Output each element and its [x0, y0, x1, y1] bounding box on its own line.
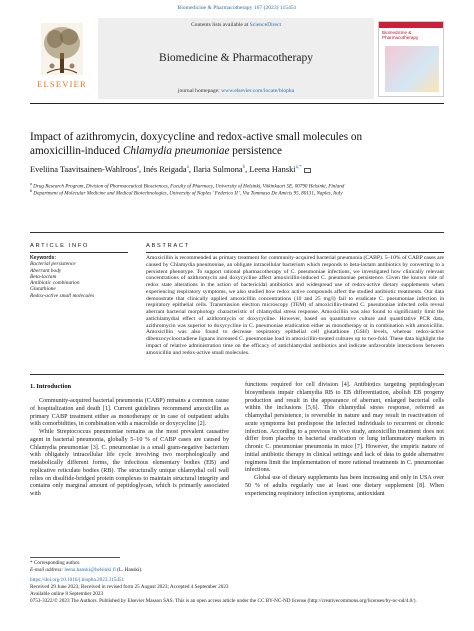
email-note: E-mail address: leena.hanski@helsinki.fi (L. Hanski).: [30, 566, 143, 573]
license-statement: 0753-3322/© 2023 The Authors. Published by Elsevier Masson SAS. This is an open access article under the CC BY-NC-ND license (http://creativecommons.org/licenses/by-nc-nd/4.0/).: [30, 597, 417, 604]
body-paragraph: Community-acquired bacterial pneumonia (CABP) remains a common cause of hospitalization and death [1]. Current guidelines recommend amoxicillin as primary CABP treatment either as monotherapy or in case of outpatient adults with comorbidities, in combination with a macrolide or doxycycline [2].: [30, 398, 229, 428]
body-paragraph: While Streptococcus pneumoniae remains as the most prevalent causative agent in bacterial pneumonia, globally 5–10 % of CABP cases are caused by Chlamydia pneumoniae [3]. C. pneumoniae is a small gram-negative bacterium with obligately intracellular life cycle involving two morphologically and metabolically different forms, the infectious elementary bodies (EB) and replicative reticulate bodies (RB). The structurally unique chlamydial cell wall relies on disulfide-bridged protein complexes to maintain structural integrity and contains only marginal amount of peptidoglycan, which is primarily associated with: [30, 429, 229, 497]
journal-masthead: [30, 18, 444, 99]
abstract-heading: ABSTRACT: [146, 243, 190, 249]
header-divider: [30, 232, 444, 233]
contents-prefix: Contents lists available at: [190, 22, 250, 28]
journal-cover-thumbnail[interactable]: [378, 21, 444, 97]
cover-bar: [379, 22, 444, 28]
affiliation: $^a$ Drug Research Program, Division of Pharmaceutical Biosciences, Faculty of Pharmacy, University of Helsinki, Viikinkaari 5E, 00790 Helsinki, Finland: [30, 181, 345, 190]
section-heading-introduction: 1. Introduction: [30, 383, 72, 390]
abstract-text: Amoxicillin is recommended as primary treatment for community-acquired bacterial pneumonia (CABP). 5–10% of CABP cases are caused by Chlamydia pneumoniae, an obligate intracellular bacterium which responds to beta-lactam antibiotics by converting to a persistent phenotype. To support rational pharmacotherapy of C. pneumoniae infections, we investigated how clinically relevant concentrations of azithromycin and doxycycline affect amoxicillin-induced C. pneumoniae persistence. Given the known role of redox state alterations in the action of bactericidal antibiotics and widespread use of redox-active dietary supplements when experiencing respiratory symptoms, we also studied how redox active compounds affect the studied antibiotic treatments. Our data demonstrate that clinically applied amoxicillin concentrations (10 and 25 mg/l) fail to eradicate C. pneumoniae infection in respiratory epithelial cells. Transmission electron microscopy (TEM) of amoxicillin-treated C. pneumoniae infected cells reveal aberrant bacterial morphology characteristic of chlamydial stress response. Amoxicillin was also found to significantly limit the antichlamydial effect of azithromycin or doxycycline. However, based on quantitative culture and quantitative PCR data, azithromycin was superior to doxycycline in C. pneumoniae eradication either as monotherapy or in combination with amoxicillin. Amoxicillin was also found to decrease respiratory epithelial cell glutathione (GSH) levels, whereas redox-active dibenzocyclooctadiene lignans increased C. pneumoniae load in amoxicillin-treated cultures up to two-fold. These data highlight the impact of relative administration time on the efficacy of antichlamydial antibiotics and indicate unfavorable interactions between amoxicillin and redox-active small molecules.: [146, 255, 444, 356]
author-name[interactable]: Eveliina Taavitsainen-Wahlroos: [30, 165, 137, 174]
keyword: Beta-lactam: [30, 273, 57, 280]
abstract-divider: [30, 374, 444, 375]
title-line-1: Impact of azithromycin, doxycycline and redox-active small molecules on: [30, 131, 363, 143]
elsevier-tree-icon: [41, 23, 83, 75]
cover-image: [385, 46, 439, 92]
elsevier-wordmark: ELSEVIER: [37, 79, 87, 89]
sciencedirect-link[interactable]: ScienceDirect: [249, 22, 282, 28]
footnote-rule: [30, 557, 120, 558]
homepage-link[interactable]: www.elsevier.com/locate/biopha: [221, 88, 295, 94]
body-column-left: [30, 398, 229, 499]
author-name[interactable]: Ilaria Sulmona: [193, 165, 243, 174]
email-link[interactable]: leena.hanski@helsinki.fi: [64, 566, 116, 573]
cover-title: Biomedicine & Pharmacotherapy: [382, 30, 419, 40]
doi-link[interactable]: https://doi.org/10.1016/j.biopha.2023.115451: [30, 576, 125, 583]
running-head[interactable]: Biomedicine & Pharmacotherapy 167 (2023) 115451: [177, 5, 297, 11]
body-column-right: [245, 382, 444, 498]
masthead-rule: [30, 103, 444, 104]
abstract-rule: [146, 252, 444, 253]
journal-title: Biomedicine & Pharmacotherapy: [159, 52, 313, 64]
author-list: Eveliina Taavitsainen-Wahlroos$^a$, Inés Reigada$^a$, Ilaria Sulmona$^b$, Leena Hanski$^{a,*}$: [30, 165, 444, 174]
affiliation: $^b$ Department of Molecular Medicine and Medical Biotechnologies, University of Naples ' Federico II ', Via Tommaso De Amicis 95, 80131, Naples, Italy: [30, 188, 343, 197]
article-info-heading: ARTICLE INFO: [30, 243, 90, 249]
keyword: Redox-active small molecules: [30, 292, 95, 299]
body-paragraph: Global use of dietary supplements has been increasing and only in USA over 50 % of adults regularly use at least one dietary supplement [8]. When experiencing respiratory infection symptoms, antioxidant: [245, 475, 444, 497]
body-paragraph: functions required for cell division [4]. Antibiotics targeting peptidoglycan biosynthesis impair chlamydia RB to EB differentiation, abolish EB progeny production and result in the appearance of aberrant, enlarged bacterial cells within the inclusions [5,6]. This chlamydial stress response, referred as chlamydial persistence, is reversible in nature and may result in reactivation of acute symptoms but predispose the infected individuals to recurrent or chronic infection. According to a previous in vivo study, amoxicillin treatment does not differ from placebo in bacterial eradication or lung inflammatory markers in chronic C. pneumoniae pneumonia in mice [7]. However, the empiric nature of initial antibiotic therapy in clinical settings and lack of data to guide alternative regimens limit the implementation of more rational treatments in C. pneumoniae infections.: [245, 382, 444, 474]
keywords-label: Keywords:: [30, 255, 57, 261]
footnotes: [30, 560, 444, 604]
journal-homepage: [98, 88, 374, 94]
journal-info-box: [98, 18, 374, 99]
email-envelope-icon[interactable]: [304, 168, 311, 173]
author-name[interactable]: Inés Reigada: [143, 165, 187, 174]
keyword: Glutathione: [30, 286, 56, 293]
keyword: Bacterial persistence: [30, 261, 76, 268]
keyword: Antibiotic combination: [30, 280, 80, 287]
title-line-2: amoxicillin-induced Chlamydia pneumoniae persistence: [30, 145, 282, 157]
homepage-prefix: journal homepage:: [177, 88, 222, 94]
keyword: Aberrant body: [30, 267, 62, 274]
available-online: Available online 8 September 2023: [30, 590, 104, 597]
article-title: [30, 130, 444, 158]
elsevier-logo[interactable]: [30, 18, 94, 99]
contents-line: [98, 22, 374, 28]
keywords-block: [30, 255, 128, 299]
article-info-rule: [30, 252, 128, 253]
received-dates: Received 29 June 2023; Received in revised form 25 August 2023; Accepted 4 September 2023: [30, 583, 229, 590]
corresponding-author-note: * Corresponding author.: [30, 560, 81, 566]
author-name[interactable]: Leena Hanski: [249, 165, 296, 174]
